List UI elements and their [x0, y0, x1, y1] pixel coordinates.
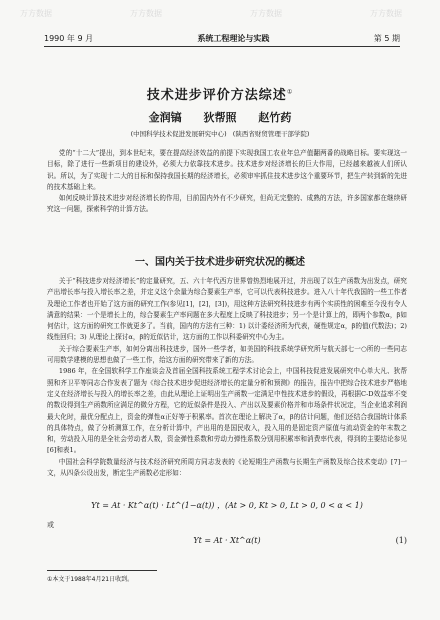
paragraph: 中国社会科学院数量经济与技术经济研究所周方同志发表的《论短期生产函数与长期生产函数及综合技术变动》[7]一文，从四条公设出发，断定生产函数必定形如： [47, 457, 407, 478]
paragraph: 党的“十二大”提出，到本世纪末，要在提高经济效益的前提下实现我国工农业年总产值翻两番的战略目标。要实现这一目标，除了进行一些新项目的建设外，必须大力依靠技术进步。技术进步对经济增长的巨大作用，已经越来越被人们所认识。所以，为了实现十二大的目标和保持我国长期的经济增长，必须审牢抓住技术进步这个重要环节，把生产转到新的先进的技术基础上来。 [47, 149, 407, 191]
intro-text [47, 148, 407, 216]
paragraph: 1986 年，在全国软科学工作座谈会及首届全国科技系统工程学术讨论会上，中国科技促进发展研究中心单大凡、狄帮照和齐卫平等同志合作发表了题为《综合技术进步促进经济增长的定量分析和预测》的报告，报告中把综合技术进步严格地定义在经济增长与投入的增长率之差，由此从理论上证明出生产函数一定满足中性技术进步的假设，再根据C-D效益率不变的数设得到生产函数所应满足的微分方程，它的近似条件是投入、产出以及要素价格并和市场条件状况定，当企业追求利润最大化时，最优分配点上，资金的弹性α正好等于积累率。首次在理论上解决了α，β的估计问题，他们还结合我国统计体系的具体特点，做了分析测算工作，在分析计算中，产出用的是国民收入，投入用的是固定资产原值与流动资金的年末数之和，劳动投入用的是全社会劳动者人数，资金弹性系数和劳动力弹性系数分别用积累率和消费率代表，得到的主要结论参见[6]和表1。 [47, 367, 407, 455]
section-text [47, 276, 407, 479]
watermark: 万方数据 [20, 9, 52, 18]
footnote-rule [47, 570, 157, 571]
running-header [44, 30, 400, 47]
affiliation-2: (陕西省财贸管理干部学院) [232, 130, 310, 138]
paragraph: 如何反映计算技术进步对经济增长的作用，目前国内外有不少研究，但尚无完整的、成熟的方法，许多国家都在继续研究这一问题，探索科学的计算方法。 [47, 194, 407, 214]
watermark: 万方数据 [370, 9, 402, 18]
paper-title-text: 技术进步评价方法综述 [146, 88, 287, 103]
paragraph: 关于综合要素生产率，如何分离出科技进步，国外一些学者，如美国的科技系统学研究所与航天部七一○所的一些同志可用数学建模的思想也做了一些工作，给这方面的研究带来了新的方法。 [47, 344, 407, 365]
watermark: 万方数据 [250, 9, 282, 18]
section-heading: 一、国内关于技术进步研究状况的概述 [135, 257, 305, 268]
header-issue: 第 5 期 [373, 34, 400, 43]
affiliations [0, 129, 440, 138]
author-list: 金润镐 狄帮照 赵竹药 [148, 111, 292, 124]
footnote: ①本文于1988年4月21日收到。 [47, 576, 134, 583]
watermark: 万方数据 [130, 9, 162, 18]
equation-2-formula: Yt = At · Xt^α(t) [193, 536, 261, 545]
header-journal: 系统工程理论与实践 [197, 34, 270, 43]
header-date: 1990 年 9 月 [44, 34, 94, 43]
paper-title [0, 84, 440, 103]
equation-2-number: (1) [395, 536, 407, 545]
affiliation-1: (中国科学技术促进发展研究中心) [130, 130, 227, 138]
connector-text: 或 [47, 521, 54, 529]
paragraph: 关于“科技进步对经济增长”的定量研究，五、六十年代西方世界曾热烈地展开过，并出现了以生产函数为出发点，研究产出增长率与投入增长率之差，并定义这个余量为综合要素生产率，它可以代表科技进步。进入八十年代我国的一些工作者及理论工作者也开始了这方面的研究工作(参见[1]，[2]，[3])，用这种方法研究科技进步有两个实质性的困难至今没有令人满意的结果：一个是增长上的，综合要素生产率问题在多大程度上反映了科技进步；另一个是计算上的，即两个参数α，β如何估计，这方面的研究工作就更多了。当前，国内的方法有三种：1) 以计委经济所为代表，硬性规定α，β的值(代数法)；2) 线性回归；3) 从理论上探讨α，β的近似估计，这方面的工作以科委研究中心为主。 [47, 277, 407, 342]
title-footnote-mark: ① [286, 88, 294, 96]
equation-1-formula: Yt = At · Kt^α(t) · Lt^(1−α(t)) ，(At > 0, Kt > 0, Lt > 0, 0 < α < 1) [91, 501, 363, 510]
